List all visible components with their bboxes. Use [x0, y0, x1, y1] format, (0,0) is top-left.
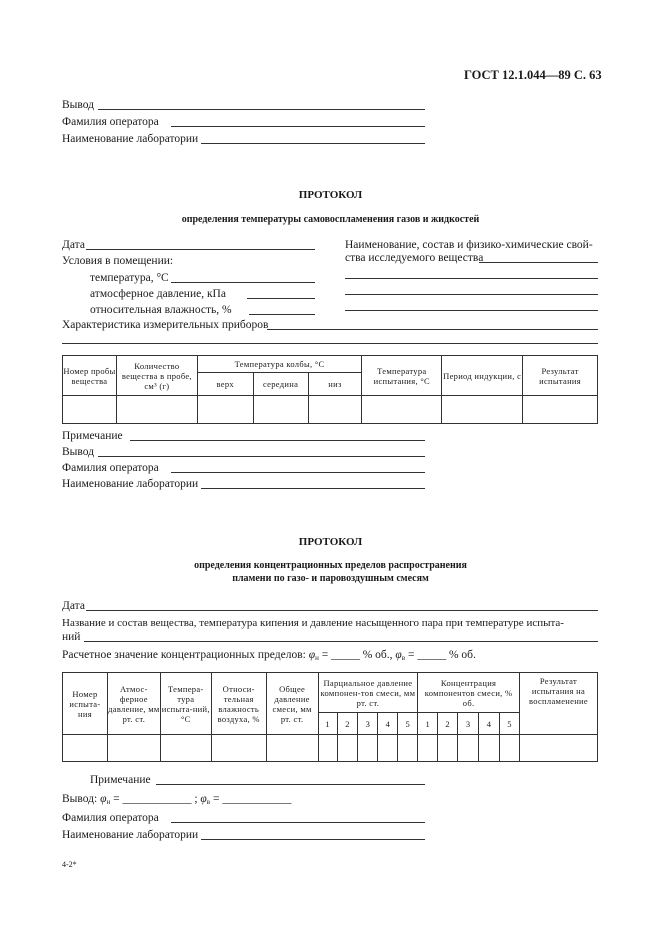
p2-th-humidity: Относи-тельная влажность воздуха, % [211, 673, 266, 735]
p2-vyvod-row [62, 792, 291, 809]
p2-vyvod-eq1: = ____________ ; [113, 793, 198, 805]
p2-data-label: Дата [62, 600, 85, 612]
top-familiya-label: Фамилия оператора [62, 116, 159, 128]
p1-vyvod-label: Вывод [62, 446, 95, 458]
p1-th-amount: Количество вещества в пробе, см³ (г) [116, 356, 197, 396]
p2-vyvod-phi-v: φ [200, 793, 207, 805]
p2-th-pp-5: 5 [398, 713, 418, 735]
top-familiya-line [171, 126, 425, 127]
p1-substance-line-a [345, 278, 598, 279]
top-vyvod-label: Вывод [62, 99, 95, 111]
p2-familiya-label: Фамилия оператора [62, 812, 159, 824]
p1-th-middle: середина [253, 373, 308, 396]
p1-data-label: Дата [62, 239, 85, 251]
p1-pressure-label: атмосферное давление, кПа [90, 288, 226, 300]
p1-familiya-label: Фамилия оператора [62, 462, 159, 474]
p2-th-atm-pressure: Атмос-ферное давление, мм рт. ст. [107, 673, 160, 735]
p1-laboratoriya-line [201, 488, 425, 489]
p1-data-line [86, 249, 315, 250]
p2-th-pp-3: 3 [358, 713, 378, 735]
top-vyvod-line [98, 109, 425, 110]
p2-vyvod-sub-n: н [106, 798, 111, 806]
p1-th-result: Результат испытания [523, 356, 598, 396]
p2-calc-prefix: Расчетное значение концентрационных пределов: [62, 649, 306, 661]
p1-laboratoriya-label: Наименование лаборатории [62, 478, 199, 490]
p2-sub-v: в [401, 654, 406, 662]
p1-vyvod-line [98, 456, 425, 457]
p1-humidity-line [249, 314, 315, 315]
p2-th-partial-pressure: Парциальное давление компонен-тов смеси, мм рт. ст. [318, 673, 418, 713]
p1-substance-line-c [345, 310, 598, 311]
top-laboratoriya-label: Наименование лаборатории [62, 133, 199, 145]
p1-th-test-temp: Температура испытания, °С [362, 356, 442, 396]
p1-th-induction: Период индукции, с [442, 356, 523, 396]
p2-th-concentration: Концентрация компонентов смеси, % об. [418, 673, 520, 713]
p2-data-line [86, 610, 598, 611]
p1-th-sample-number: Номер пробы вещества [63, 356, 117, 396]
table-row [63, 735, 598, 762]
protocol2-subtitle-line2: пламени по газо- и паровоздушным смесям [232, 573, 429, 584]
p2-th-c-2: 2 [438, 713, 458, 735]
p2-unit2: % об. [448, 649, 476, 661]
protocol2-subtitle-line1: определения концентрационных пределов распространения [194, 560, 467, 571]
p2-eq-n: = _____ [321, 649, 360, 661]
p1-instruments-line [267, 329, 598, 330]
running-title: ГОСТ 12.1.044—89 С. 63 [464, 68, 602, 82]
p2-th-total-pressure: Общее давление смеси, мм рт. ст. [266, 673, 318, 735]
p1-pressure-line [247, 298, 315, 299]
p2-th-c-1: 1 [418, 713, 438, 735]
p1-temperature-label: температура, °С [90, 272, 169, 284]
p2-th-pp-1: 1 [318, 713, 337, 735]
page-mark: 4-2* [62, 860, 77, 869]
protocol1-subtitle: определения температуры самовоспламенения газов и жидкостей [181, 214, 480, 225]
p2-th-c-4: 4 [479, 713, 500, 735]
protocol1-title: ПРОТОКОЛ [298, 189, 363, 201]
p1-th-top: верх [197, 373, 253, 396]
p1-results-table [62, 355, 598, 424]
p2-th-result: Результат испытания на воспламенение [519, 673, 597, 735]
p1-note-label: Примечание [62, 430, 123, 442]
p2-eq-v: = _____ [407, 649, 447, 661]
p2-vyvod-phi-n: φ [100, 793, 107, 805]
p2-laboratoriya-line [201, 839, 425, 840]
p2-laboratoriya-label: Наименование лаборатории [62, 829, 199, 841]
p2-note-line [156, 784, 425, 785]
p2-results-table [62, 672, 598, 762]
p1-instruments-line2 [62, 343, 598, 344]
p2-familiya-line [171, 822, 425, 823]
p1-th-bottom: низ [308, 373, 362, 396]
table-row [63, 396, 598, 424]
p2-phi-n: φ [308, 649, 316, 661]
p1-instruments-label: Характеристика измерительных приборов [62, 319, 269, 331]
p1-conditions: Условия в помещении: [62, 255, 174, 267]
p2-vyvod-label: Вывод: [62, 793, 98, 805]
p1-substance-line1: Наименование, состав и физико-химические свой- [345, 239, 593, 251]
p2-phi-v: φ [395, 649, 402, 661]
p2-th-test-number: Номер испыта-ния [63, 673, 108, 735]
protocol2-title: ПРОТОКОЛ [298, 536, 363, 548]
top-laboratoriya-line [201, 143, 425, 144]
p2-th-test-temp: Темпера-тура испыта-ний, °С [160, 673, 211, 735]
p2-th-pp-4: 4 [378, 713, 398, 735]
p2-vyvod-sub-v: в [206, 798, 211, 806]
p2-substance-line [84, 641, 598, 642]
p1-substance-line-b [345, 294, 598, 295]
p1-humidity-label: относительная влажность, % [90, 304, 232, 316]
p2-calc-row [62, 648, 476, 665]
p1-th-flask-temp: Температура колбы, °С [197, 356, 362, 373]
p2-unit1: % об., [362, 649, 393, 661]
p1-substance-line2: ства исследуемого вещества [345, 252, 484, 264]
p2-vyvod-eq2: = ____________ [212, 793, 292, 805]
p2-sub-n: н [315, 654, 319, 662]
p2-th-pp-2: 2 [337, 713, 358, 735]
p2-th-c-3: 3 [458, 713, 479, 735]
p1-note-line [130, 440, 425, 441]
p1-substance-fill-line [479, 262, 598, 263]
p2-note-label: Примечание [90, 774, 151, 786]
p2-th-c-5: 5 [500, 713, 520, 735]
p2-substance-line2: ний [62, 631, 81, 643]
p1-familiya-line [171, 472, 425, 473]
p1-temperature-line [171, 282, 315, 283]
p2-substance-line1: Название и состав вещества, температура кипения и давление насыщенного пара при температуре испыта- [62, 617, 564, 629]
